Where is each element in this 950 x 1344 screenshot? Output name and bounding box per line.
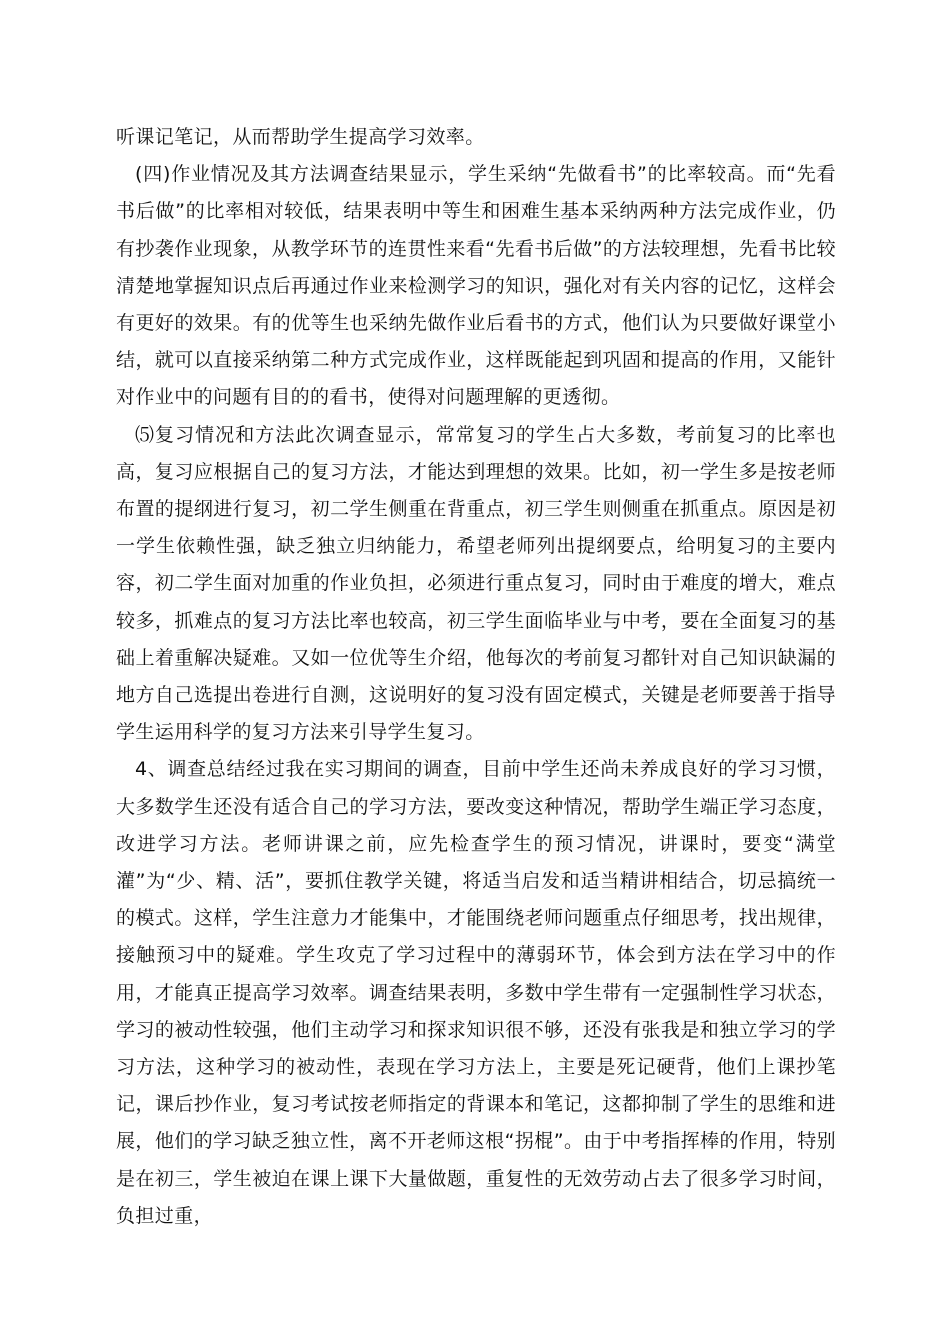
document-body xyxy=(116,119,836,1235)
paragraph-review-methods: ⑸复习情况和方法此次调查显示，常常复习的学生占大多数，考前复习的比率也高，复习应根据自己的复习方法，才能达到理想的效果。比如，初一学生多是按老师布置的提纲进行复习，初二学生侧重在背重点，初三学生则侧重在抓重点。原因是初一学生依赖性强，缺乏独立归纳能力，希望老师列出提纲要点，给明复习的主要内容，初二学生面对加重的作业负担，必须进行重点复习，同时由于难度的增大，难点较多，抓难点的复习方法比率也较高，初三学生面临毕业与中考，要在全面复习的基础上着重解决疑难。又如一位优等生介绍，他每次的考前复习都针对自己知识缺漏的地方自己选提出卷进行自测，这说明好的复习没有固定模式，关键是老师要善于指导学生运用科学的复习方法来引导学生复习。 xyxy=(116,423,836,744)
paragraph-survey-summary: 4、调查总结经过我在实习期间的调查，目前中学生还尚未养成良好的学习习惯，大多数学生还没有适合自己的学习方法，要改变这种情况，帮助学生端正学习态度，改进学习方法。老师讲课之前，应先检查学生的预习情况，讲课时，要变“满堂灌”为“少、精、活”，要抓住教学关键，将适当启发和适当精讲相结合，切忌搞统一的模式。这样，学生注意力才能集中，才能围绕老师问题重点仔细思考，找出规律，接触预习中的疑难。学生攻克了学习过程中的薄弱环节，体会到方法在学习中的作用，才能真正提高学习效率。调查结果表明，多数中学生带有一定强制性学习状态，学习的被动性较强，他们主动学习和探求知识很不够，还没有张我是和独立学习的学习方法，这种学习的被动性，表现在学习方法上，主要是死记硬背，他们上课抄笔记，课后抄作业，复习考试按老师指定的背课本和笔记，这都抑制了学生的思维和进展，他们的学习缺乏独立性，离不开老师这根“拐棍”。由于中考指挥棒的作用，特别是在初三，学生被迫在课上课下大量做题，重复性的无效劳动占去了很多学习时间，负担过重， xyxy=(116,758,836,1227)
paragraph-homework-methods: (四)作业情况及其方法调查结果显示，学生采纳“先做看书”的比率较高。而“先看书后做”的比率相对较低，结果表明中等生和困难生基本采纳两种方法完成作业，仍有抄袭作业现象，从教学环节的连贯性来看“先看书后做”的方法较理想，先看书比较清楚地掌握知识点后再通过作业来检测学习的知识，强化对有关内容的记忆，这样会有更好的效果。有的优等生也采纳先做作业后看书的方式，他们认为只要做好课堂小结，就可以直接采纳第二种方式完成作业，这样既能起到巩固和提高的作用，又能针对作业中的问题有目的的看书，使得对问题理解的更透彻。 xyxy=(116,163,836,409)
paragraph-note-taking: 听课记笔记，从而帮助学生提高学习效率。 xyxy=(116,126,485,148)
